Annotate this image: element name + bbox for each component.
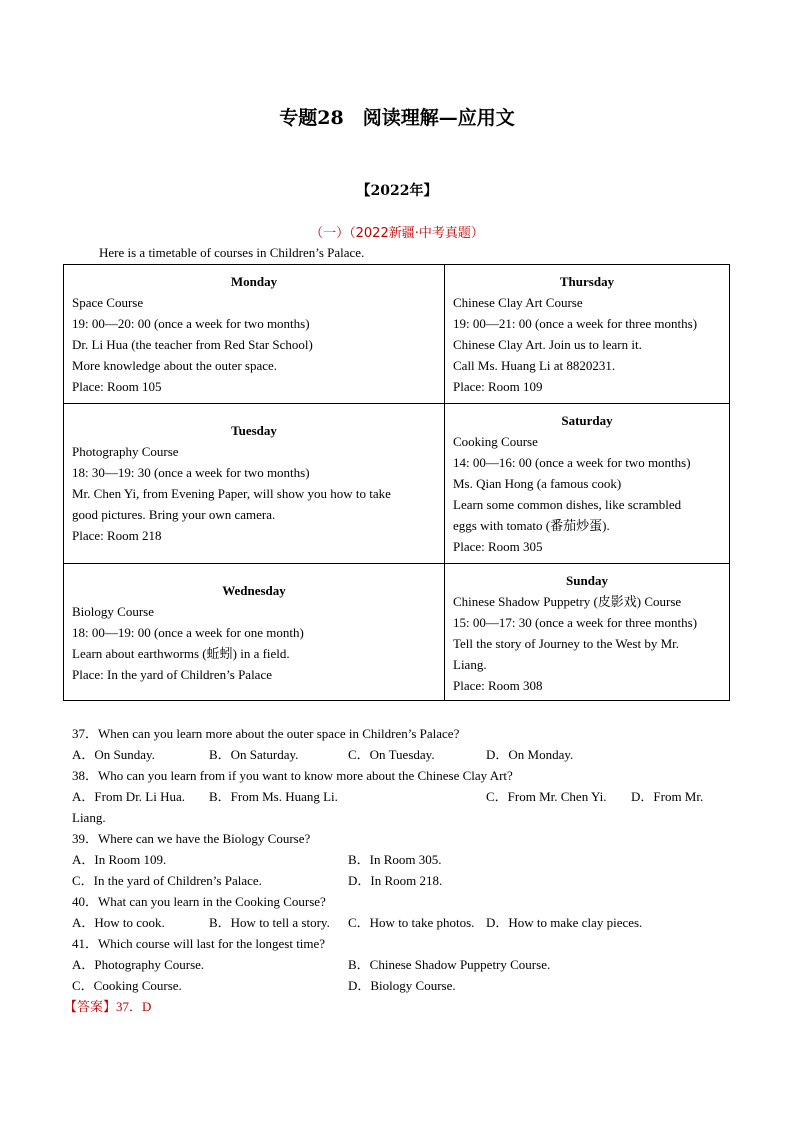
- option[interactable]: B．In Room 305.: [348, 852, 442, 867]
- option[interactable]: B．On Saturday.: [209, 747, 299, 762]
- course-line: 19: 00—21: 00 (once a week for three months): [453, 316, 698, 331]
- answer-text: 37．D: [116, 999, 152, 1014]
- course-line: Chinese Clay Art Course: [453, 295, 583, 310]
- option[interactable]: C．How to take photos.: [348, 915, 475, 930]
- course-line: Tell the story of Journey to the West by Mr.: [453, 636, 679, 651]
- day-heading: Tuesday: [231, 423, 277, 438]
- course-line: Place: In the yard of Children’s Palace: [72, 667, 272, 682]
- course-line: Space Course: [72, 295, 144, 310]
- thursday-cell: [445, 265, 730, 404]
- day-heading: Monday: [230, 274, 278, 289]
- option[interactable]: B．How to tell a story.: [209, 915, 330, 930]
- question-source: （一）（2022新疆·中考真题）: [310, 226, 484, 241]
- course-line: eggs with tomato (番茄炒蛋).: [453, 518, 610, 533]
- day-heading: Wednesday: [222, 583, 286, 598]
- question-stem: 41．Which course will last for the longest time?: [72, 936, 326, 951]
- option-continuation: Liang.: [72, 810, 106, 825]
- course-line: Liang.: [453, 657, 487, 672]
- timetable-row: [64, 564, 730, 701]
- course-line: 18: 00—19: 00 (once a week for one month): [72, 625, 304, 640]
- course-line: Photography Course: [72, 444, 179, 459]
- option-row: [72, 786, 732, 807]
- course-line: Place: Room 218: [72, 528, 162, 543]
- course-timetable: [63, 264, 730, 701]
- option[interactable]: D．On Monday.: [486, 747, 574, 762]
- option[interactable]: A．How to cook.: [72, 915, 165, 930]
- course-line: 14: 00—16: 00 (once a week for two months): [453, 455, 691, 470]
- option[interactable]: A．Photography Course.: [72, 957, 205, 972]
- course-line: Call Ms. Huang Li at 8820231.: [453, 358, 616, 373]
- option[interactable]: D．How to make clay pieces.: [486, 915, 643, 930]
- tuesday-cell: [64, 404, 445, 564]
- course-line: Dr. Li Hua (the teacher from Red Star School): [72, 337, 313, 352]
- sunday-cell: [445, 564, 730, 701]
- option[interactable]: A．On Sunday.: [72, 747, 155, 762]
- course-line: 19: 00—20: 00 (once a week for two months): [72, 316, 310, 331]
- day-heading: Saturday: [561, 413, 613, 428]
- timetable-row: [64, 404, 730, 564]
- saturday-cell: [445, 404, 730, 564]
- question-stem: 40．What can you learn in the Cooking Course?: [72, 894, 326, 909]
- answer-label: 【答案】: [64, 999, 117, 1014]
- passage-intro: Here is a timetable of courses in Children’s Palace.: [99, 245, 365, 260]
- year-heading: 【2022年】: [356, 183, 438, 199]
- page-title: 专题28 阅读理解—应用文: [279, 107, 515, 129]
- course-line: good pictures. Bring your own camera.: [72, 507, 276, 522]
- question-stem: 39．Where can we have the Biology Course?: [72, 831, 311, 846]
- course-line: 18: 30—19: 30 (once a week for two months): [72, 465, 310, 480]
- option-row: [72, 954, 732, 975]
- monday-cell: [64, 265, 445, 404]
- course-line: Place: Room 308: [453, 678, 543, 693]
- course-line: More knowledge about the outer space.: [72, 358, 278, 373]
- day-heading: Sunday: [566, 573, 608, 588]
- option[interactable]: C．On Tuesday.: [348, 747, 435, 762]
- course-line: Chinese Clay Art. Join us to learn it.: [453, 337, 642, 352]
- option-row: [72, 744, 732, 765]
- answer-line: [64, 996, 732, 1017]
- option[interactable]: C．Cooking Course.: [72, 978, 182, 993]
- wednesday-cell: [64, 564, 445, 701]
- option[interactable]: A．In Room 109.: [72, 852, 167, 867]
- option[interactable]: C．From Mr. Chen Yi.: [486, 789, 607, 804]
- option[interactable]: A．From Dr. Li Hua.: [72, 789, 186, 804]
- option-row: [72, 975, 732, 996]
- course-line: Place: Room 305: [453, 539, 543, 554]
- course-line: Learn about earthworms (蚯蚓) in a field.: [72, 646, 290, 661]
- option-row: [72, 849, 732, 870]
- option[interactable]: C．In the yard of Children’s Palace.: [72, 873, 262, 888]
- option[interactable]: D．From Mr.: [631, 789, 704, 804]
- course-line: Biology Course: [72, 604, 154, 619]
- course-line: Mr. Chen Yi, from Evening Paper, will show you how to take: [72, 486, 391, 501]
- question-list: [64, 723, 732, 1017]
- question-stem: 38．Who can you learn from if you want to know more about the Chinese Clay Art?: [72, 768, 513, 783]
- option[interactable]: B．From Ms. Huang Li.: [209, 789, 338, 804]
- question-stem: 37．When can you learn more about the outer space in Children’s Palace?: [72, 726, 460, 741]
- course-line: Ms. Qian Hong (a famous cook): [453, 476, 622, 491]
- option[interactable]: D．Biology Course.: [348, 978, 456, 993]
- option-row: [72, 870, 732, 891]
- timetable-row: [64, 265, 730, 404]
- course-line: Place: Room 105: [72, 379, 162, 394]
- day-heading: Thursday: [559, 274, 615, 289]
- option[interactable]: D．In Room 218.: [348, 873, 443, 888]
- course-line: 15: 00—17: 30 (once a week for three months): [453, 615, 698, 630]
- course-line: Chinese Shadow Puppetry (皮影戏) Course: [453, 594, 682, 609]
- course-line: Place: Room 109: [453, 379, 543, 394]
- course-line: Learn some common dishes, like scrambled: [453, 497, 682, 512]
- course-line: Cooking Course: [453, 434, 538, 449]
- option[interactable]: B．Chinese Shadow Puppetry Course.: [348, 957, 551, 972]
- option-row: [72, 912, 732, 933]
